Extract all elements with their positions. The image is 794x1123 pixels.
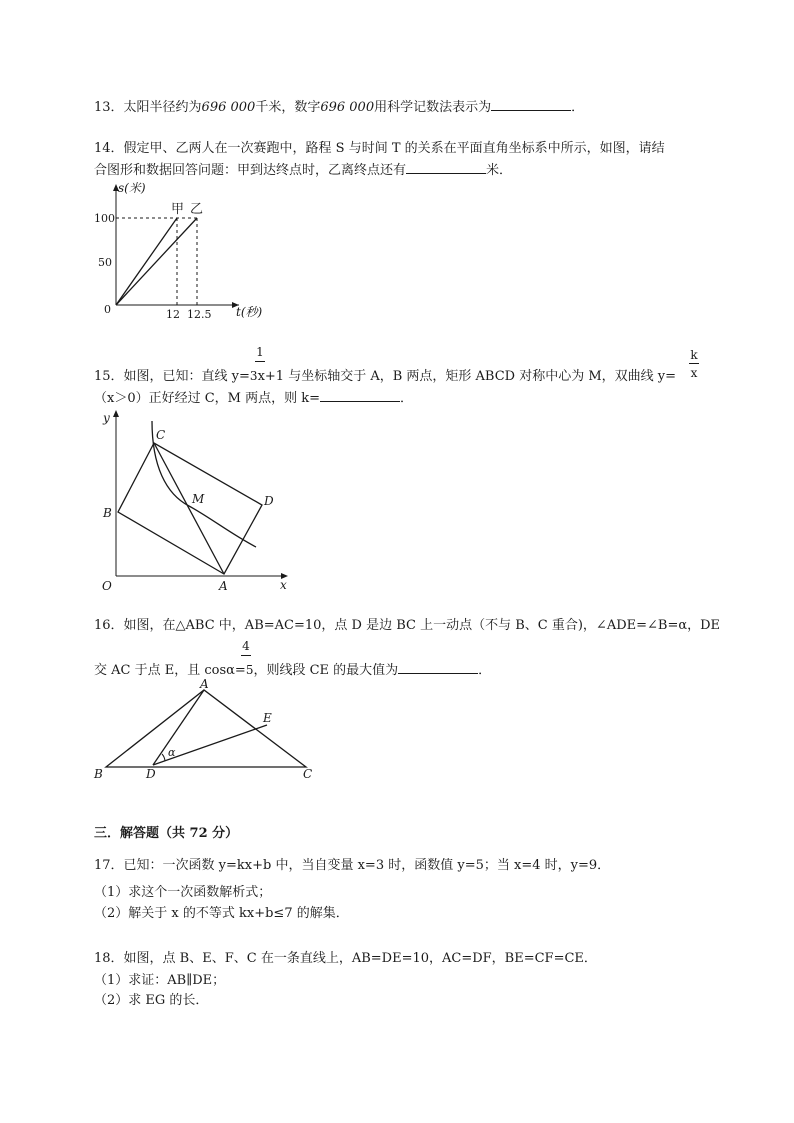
q16-point-c: C [303,767,313,781]
q18-line-1: 18．如图，点 B、E、F、C 在一条直线上，AB=DE=10，AC=DF，BE=CF=CE． [94,951,597,966]
q15-rectangle-hyperbola-figure [96,406,296,591]
q14-answer-blank[interactable] [406,160,486,174]
q13-number: 696 000 [201,100,256,115]
q16-point-b: B [94,767,103,781]
q16-point-e: E [263,711,272,725]
q15-line-2: （x＞0）正好经过 C，M 两点，则 k= ． [94,388,413,407]
q14-line-1: 14．假定甲、乙两人在一次赛跑中，路程 S 与时间 T 的关系在平面直角坐标系中所示，如图，请结 [94,141,665,156]
q16-point-d: D [146,767,156,781]
q17-line-1: 17．已知：一次函数 y=kx+b 中，当自变量 x=3 时，函数值 y=5；当 x=4 时，y=9． [94,858,611,873]
q15-point-c: C [156,428,166,442]
q14-x-axis-label: t(秒) [236,305,263,319]
q14-y-tick-50: 50 [98,256,112,269]
q14-y-axis-label: s(米) [118,181,146,195]
q14-y-tick-100: 100 [94,212,115,225]
q15-point-m: M [192,492,205,506]
q16-triangle-figure [90,678,330,783]
q16-fraction-numerator: 4 [242,639,250,653]
q15-y-label: y [103,411,110,425]
q14-x-tick-12: 12 [166,308,180,321]
q14-distance-time-graph [94,180,284,320]
q17-part-2: （2）解关于 x 的不等式 kx+b≤7 的解集． [94,906,349,921]
q15-fraction-k: k [690,348,698,362]
q14-x-tick-12-5: 12.5 [187,308,212,321]
section-3-title: 三．解答题（共 72 分） [94,826,239,841]
q14-line-yi [116,218,197,305]
q14-line-jia [116,218,177,305]
q15-x-label: x [280,578,287,592]
q17-part-1: （1）求这个一次函数解析式； [94,885,272,900]
q13-line: 13．太阳半径约为696 000千米，数字696 000用科学记数法表示为 ． [94,97,584,116]
q16-angle-alpha: α [168,746,176,759]
q16-point-a: A [200,677,209,691]
q15-origin-label: O [102,579,112,593]
q15-point-b: B [103,506,112,520]
q14-series-yi-label: 乙 [190,202,204,217]
q15-line-1: 15．如图，已知：直线 y=3x+1 与坐标轴交于 A，B 两点，矩形 ABCD 对称中心为 M，双曲线 y= [94,369,677,384]
q16-line-2: 交 AC 于点 E，且 cosα=5，则线段 CE 的最大值为 ． [94,660,491,679]
q16-line-1: 16．如图，在△ABC 中，AB=AC=10，点 D 是边 BC 上一动点（不与 B、C 重合)，∠ADE=∠B=α，DE [94,618,721,633]
q13-answer-blank[interactable] [491,97,571,111]
q15-point-d: D [264,494,274,508]
q18-part-1: （1）求证：AB∥DE； [94,973,226,988]
q15-fraction-numerator: 1 [256,345,264,359]
q18-part-2: （2）求 EG 的长． [94,993,209,1008]
q15-fraction-x: x [690,366,698,380]
q14-series-jia-label: 甲 [171,202,185,217]
q15-point-a: A [219,579,228,593]
q15-answer-blank[interactable] [320,388,400,402]
q16-answer-blank[interactable] [398,660,478,674]
q14-line-2: 合图形和数据回答问题：甲到达终点时，乙离终点还有 米． [94,160,512,179]
q14-origin-label: 0 [104,303,111,316]
q13-number-2: 696 000 [320,100,375,115]
